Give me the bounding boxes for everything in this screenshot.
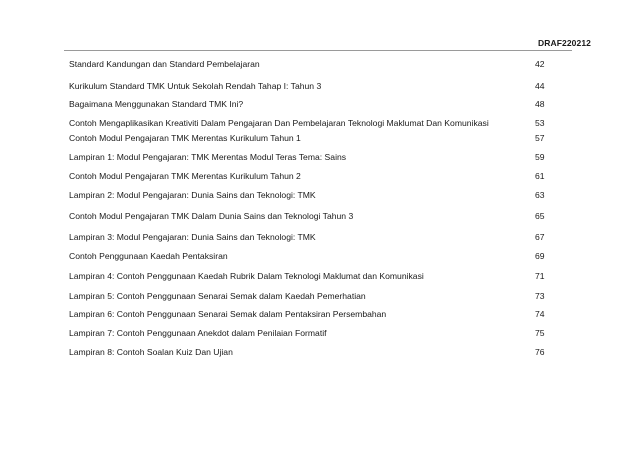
toc-entry[interactable]	[69, 151, 549, 163]
toc-entry-page: 73	[535, 291, 545, 301]
toc-entry[interactable]	[69, 290, 549, 302]
toc-entry-page: 65	[535, 211, 545, 221]
toc-entry-page: 48	[535, 99, 545, 109]
toc-entry-title: Lampiran 1: Modul Pengajaran: TMK Merentas Modul Teras Tema: Sains	[69, 152, 347, 162]
toc-entry[interactable]	[69, 308, 549, 320]
toc-entry-page: 61	[535, 171, 545, 181]
toc-entry[interactable]	[69, 170, 549, 182]
toc-entry[interactable]	[69, 132, 549, 144]
toc-entry-page: 74	[535, 309, 545, 319]
toc-entry-title: Kurikulum Standard TMK Untuk Sekolah Rendah Tahap I: Tahun 3	[69, 81, 322, 91]
toc-entry-page: 63	[535, 190, 545, 200]
toc-entry-title: Contoh Penggunaan Kaedah Pentaksiran	[69, 251, 228, 261]
toc-entry-page: 44	[535, 81, 545, 91]
toc-entry[interactable]	[69, 80, 549, 92]
toc-entry[interactable]	[69, 270, 549, 282]
toc-entry-page: 71	[535, 271, 545, 281]
toc-entry[interactable]	[69, 231, 549, 243]
toc-entry[interactable]	[69, 250, 549, 262]
toc-entry-title: Lampiran 8: Contoh Soalan Kuiz Dan Ujian	[69, 347, 233, 357]
toc-entry-title: Contoh Mengaplikasikan Kreativiti Dalam Pengajaran Dan Pembelajaran Teknologi Maklumat Dan Komunikasi	[69, 118, 489, 128]
toc-entry-title: Contoh Modul Pengajaran TMK Merentas Kurikulum Tahun 1	[69, 133, 301, 143]
toc-entry-title: Lampiran 2: Modul Pengajaran: Dunia Sains dan Teknologi: TMK	[69, 190, 316, 200]
header-divider	[64, 50, 572, 51]
toc-entry-page: 76	[535, 347, 545, 357]
toc-entry-page: 59	[535, 152, 545, 162]
toc-entry-title: Lampiran 6: Contoh Penggunaan Senarai Semak dalam Pentaksiran Persembahan	[69, 309, 387, 319]
toc-entry-title: Standard Kandungan dan Standard Pembelajaran	[69, 59, 260, 69]
toc-entry[interactable]	[69, 98, 549, 110]
toc-entry[interactable]	[69, 210, 549, 222]
toc-entry[interactable]	[69, 327, 549, 339]
toc-entry[interactable]	[69, 58, 549, 70]
toc-entry-title: Lampiran 5: Contoh Penggunaan Senarai Semak dalam Kaedah Pemerhatian	[69, 291, 366, 301]
toc-entry-title: Lampiran 4: Contoh Penggunaan Kaedah Rubrik Dalam Teknologi Maklumat dan Komunikasi	[69, 271, 424, 281]
toc-entry-page: 67	[535, 232, 545, 242]
toc-entry-title: Lampiran 7: Contoh Penggunaan Anekdot dalam Penilaian Formatif	[69, 328, 327, 338]
toc-entry-page: 53	[535, 118, 545, 128]
toc-entry-page: 69	[535, 251, 545, 261]
toc-entry[interactable]	[69, 117, 549, 129]
toc-entry-page: 57	[535, 133, 545, 143]
toc-entry-title: Contoh Modul Pengajaran TMK Merentas Kurikulum Tahun 2	[69, 171, 301, 181]
draft-code: DRAF220212	[538, 38, 591, 48]
toc-entry-page: 42	[535, 59, 545, 69]
toc-entry[interactable]	[69, 346, 549, 358]
toc-entry[interactable]	[69, 189, 549, 201]
toc-entry-title: Bagaimana Menggunakan Standard TMK Ini?	[69, 99, 244, 109]
toc-entry-title: Lampiran 3: Modul Pengajaran: Dunia Sains dan Teknologi: TMK	[69, 232, 316, 242]
toc-entry-page: 75	[535, 328, 545, 338]
toc-entry-title: Contoh Modul Pengajaran TMK Dalam Dunia Sains dan Teknologi Tahun 3	[69, 211, 354, 221]
